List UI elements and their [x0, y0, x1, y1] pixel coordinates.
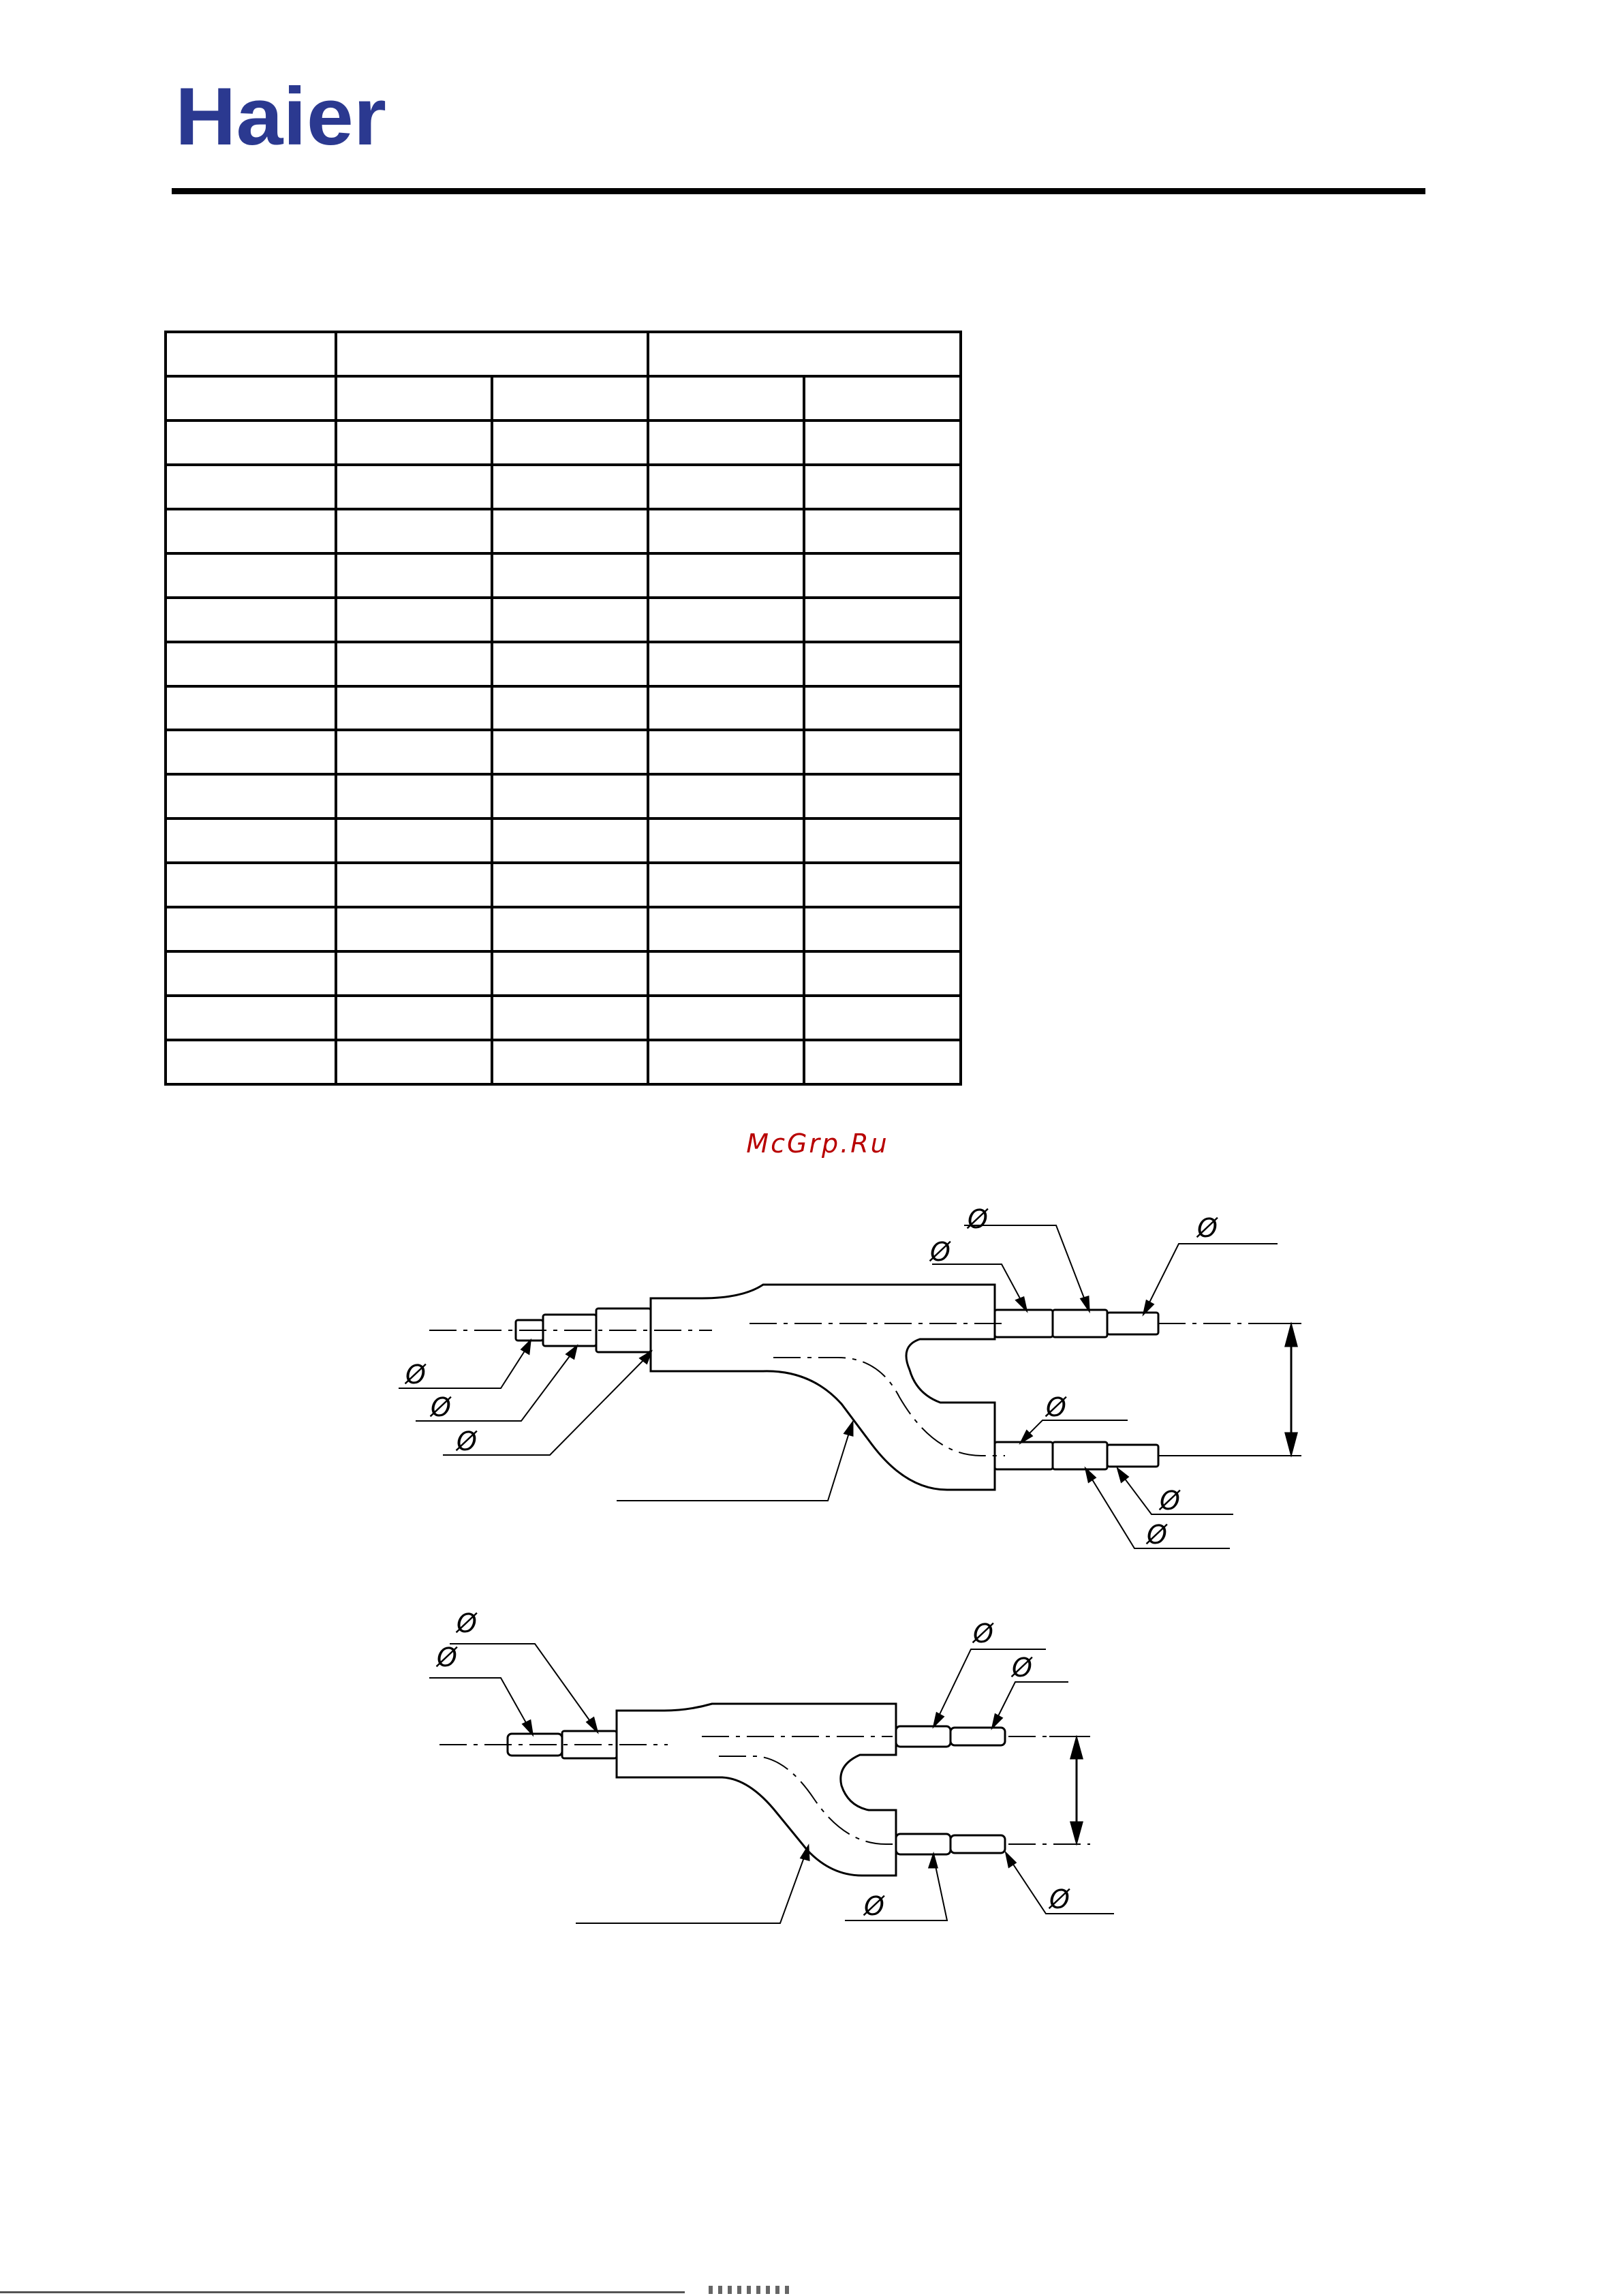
table-cell	[336, 553, 492, 598]
diameter-label: Ø	[1197, 1213, 1218, 1243]
table-cell	[648, 509, 804, 553]
table-cell	[648, 730, 804, 774]
table-cell	[804, 730, 961, 774]
table-row	[166, 951, 961, 996]
table-cell	[648, 996, 804, 1040]
table-header-row	[166, 332, 961, 376]
table-cell	[648, 863, 804, 907]
table-cell	[166, 420, 336, 465]
table-cell	[492, 730, 648, 774]
table-cell	[648, 774, 804, 818]
table-cell	[492, 509, 648, 553]
diameter-label: Ø	[457, 1426, 477, 1456]
table-cell	[804, 818, 961, 863]
table-cell	[166, 907, 336, 951]
diameter-label: Ø	[973, 1619, 993, 1649]
footer-rule	[0, 2291, 685, 2293]
table-cell	[492, 686, 648, 731]
table-row	[166, 598, 961, 642]
table-cell	[166, 863, 336, 907]
table-cell	[648, 818, 804, 863]
table-cell	[336, 1040, 492, 1084]
haier-logo-text: Haier	[175, 76, 386, 159]
table-cell	[804, 465, 961, 509]
branch-pipe-small	[429, 1644, 1114, 1923]
table-cell	[336, 376, 492, 420]
table-cell	[492, 553, 648, 598]
diameter-label: Ø	[1147, 1520, 1167, 1550]
table-cell	[492, 1040, 648, 1084]
table-cell	[804, 774, 961, 818]
table-row	[166, 818, 961, 863]
table-cell	[492, 642, 648, 686]
branch-body-small	[617, 1704, 896, 1876]
table-cell	[166, 376, 336, 420]
table-cell	[166, 598, 336, 642]
table-cell	[648, 376, 804, 420]
table-row	[166, 420, 961, 465]
table-cell	[804, 420, 961, 465]
table-cell	[804, 686, 961, 731]
outlet-bottom-segment-1	[896, 1834, 950, 1854]
table-cell	[336, 863, 492, 907]
table-cell	[166, 951, 336, 996]
table-row	[166, 1040, 961, 1084]
table-row	[166, 863, 961, 907]
footer-marks	[709, 2286, 790, 2294]
table-row	[166, 686, 961, 731]
table-group-header-cell	[648, 332, 961, 376]
table-cell	[336, 818, 492, 863]
haier-logo	[175, 76, 393, 159]
header-rule	[172, 188, 1425, 194]
table-cell	[492, 996, 648, 1040]
table-cell	[804, 1040, 961, 1084]
table-cell	[648, 553, 804, 598]
table-cell	[648, 686, 804, 731]
outlet-bottom-segment-2	[1053, 1442, 1107, 1469]
outlet-top-segment-1	[995, 1310, 1053, 1337]
table-cell	[166, 730, 336, 774]
table-cell	[336, 907, 492, 951]
table-cell	[648, 598, 804, 642]
table-cell	[166, 553, 336, 598]
diameter-label: Ø	[1049, 1884, 1070, 1914]
branch-body-large	[651, 1285, 995, 1490]
table-row	[166, 774, 961, 818]
table-cell	[492, 863, 648, 907]
table-group-header-cell	[336, 332, 648, 376]
table-cell	[804, 598, 961, 642]
table-cell	[166, 642, 336, 686]
table-row	[166, 642, 961, 686]
table-cell	[492, 598, 648, 642]
table-cell	[336, 730, 492, 774]
table-cell	[336, 598, 492, 642]
outlet-top-segment-3	[1107, 1313, 1158, 1334]
table-cell	[492, 420, 648, 465]
table-cell	[166, 332, 336, 376]
table-cell	[336, 951, 492, 996]
table-cell	[166, 818, 336, 863]
table-cell	[492, 907, 648, 951]
table-cell	[804, 553, 961, 598]
table-cell	[492, 951, 648, 996]
diameter-label: Ø	[1160, 1486, 1180, 1516]
table-cell	[492, 774, 648, 818]
diameter-label: Ø	[930, 1237, 950, 1267]
table-cell	[804, 376, 961, 420]
table-cell	[492, 376, 648, 420]
diameter-label: Ø	[405, 1360, 426, 1390]
table-cell	[166, 1040, 336, 1084]
table-cell	[804, 996, 961, 1040]
table-cell	[804, 509, 961, 553]
spec-table	[164, 331, 962, 1086]
diameter-label: Ø	[1046, 1392, 1066, 1422]
table-cell	[804, 863, 961, 907]
branch-pipe-drawings	[0, 1186, 1623, 1949]
table-cell	[492, 818, 648, 863]
table-cell	[336, 686, 492, 731]
table-cell	[336, 420, 492, 465]
table-cell	[336, 465, 492, 509]
table-cell	[166, 774, 336, 818]
table-cell	[166, 465, 336, 509]
table-cell	[804, 951, 961, 996]
table-cell	[492, 465, 648, 509]
table-row	[166, 376, 961, 420]
diameter-label: Ø	[864, 1891, 884, 1921]
table-row	[166, 907, 961, 951]
outlet-bottom-segment-2	[950, 1835, 1005, 1853]
diameter-label: Ø	[431, 1392, 451, 1422]
table-cell	[166, 509, 336, 553]
table-row	[166, 509, 961, 553]
table-row	[166, 465, 961, 509]
table-cell	[166, 686, 336, 731]
table-row	[166, 730, 961, 774]
outlet-bottom-segment-1	[995, 1442, 1053, 1469]
table-cell	[648, 465, 804, 509]
table-cell	[336, 509, 492, 553]
table-cell	[166, 996, 336, 1040]
diameter-label: Ø	[1012, 1653, 1032, 1683]
diameter-label: Ø	[968, 1204, 988, 1234]
table-cell	[648, 1040, 804, 1084]
outlet-top-segment-2	[1053, 1310, 1107, 1337]
diameter-label: Ø	[437, 1642, 457, 1672]
table-cell	[804, 642, 961, 686]
table-cell	[648, 420, 804, 465]
diameter-label: Ø	[457, 1608, 477, 1638]
outlet-bottom-segment-3	[1107, 1445, 1158, 1467]
table-cell	[648, 951, 804, 996]
table-row	[166, 996, 961, 1040]
table-cell	[336, 642, 492, 686]
table-cell	[336, 774, 492, 818]
watermark-link[interactable]: McGrp.Ru	[746, 1129, 889, 1159]
outlet-top-segment-2	[950, 1728, 1005, 1745]
outlet-top-segment-1	[896, 1726, 950, 1747]
table-cell	[648, 642, 804, 686]
table-row	[166, 553, 961, 598]
table-cell	[648, 907, 804, 951]
table-cell	[804, 907, 961, 951]
table-cell	[336, 996, 492, 1040]
